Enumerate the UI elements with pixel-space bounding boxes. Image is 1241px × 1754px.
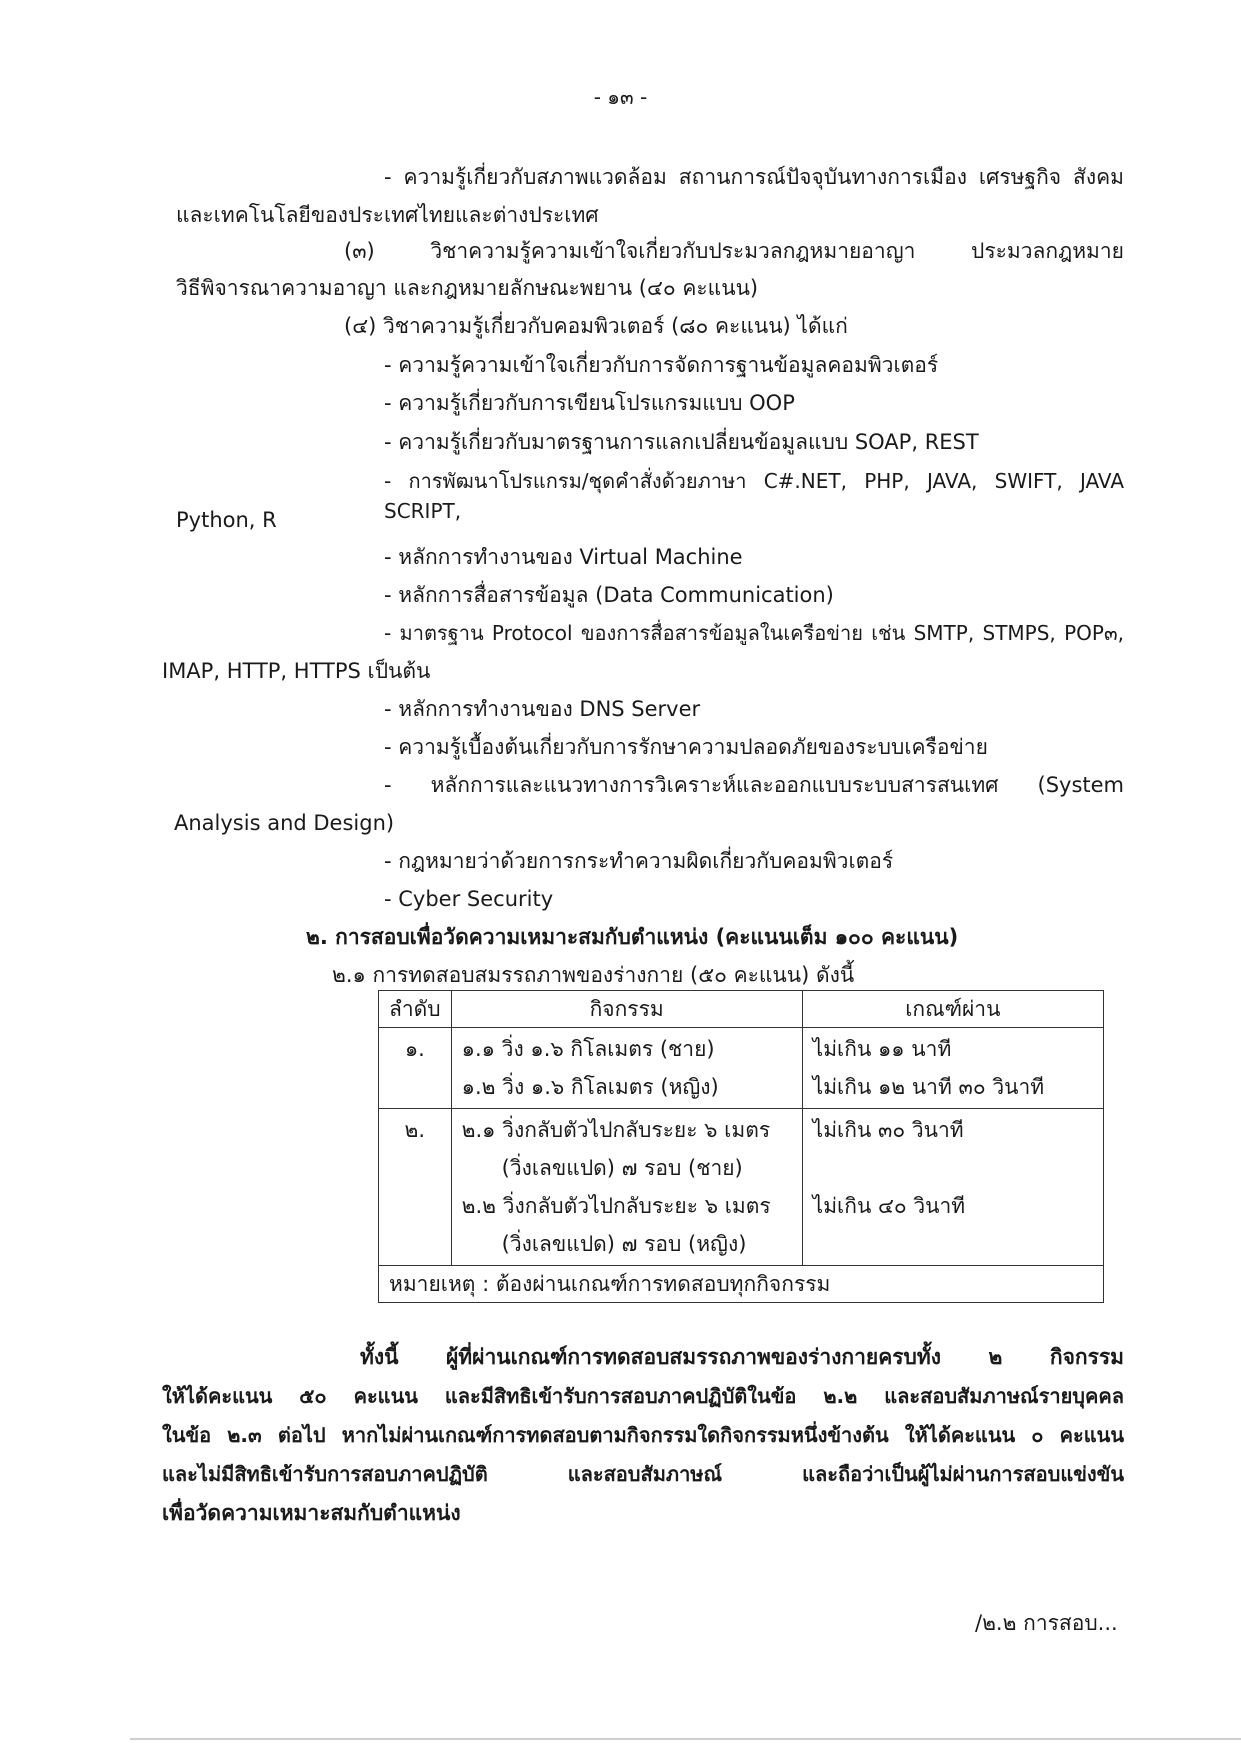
criteria-line: ไม่เกิน ๓๐ วินาที <box>812 1118 964 1142</box>
text-line: - ความรู้ความเข้าใจเกี่ยวกับการจัดการฐานข้อมูลคอมพิวเตอร์ <box>384 353 939 377</box>
table-header: กิจกรรม <box>451 991 802 1028</box>
subsection-heading: ๒.๑ การทดสอบสมรรถภาพของร่างกาย (๕๐ คะแนน) ดังนี้ <box>332 963 855 987</box>
text-line: (๔) วิชาความรู้เกี่ยวกับคอมพิวเตอร์ (๘๐ คะแนน) ได้แก่ <box>344 314 848 338</box>
text-line: Analysis and Design) <box>174 811 395 835</box>
activity-line: (วิ่งเลขแปด) ๗ รอบ (หญิง) <box>501 1232 747 1256</box>
text-line: - ความรู้เกี่ยวกับมาตรฐานการแลกเปลี่ยนข้อมูลแบบ SOAP, REST <box>384 430 979 454</box>
text-line: - กฎหมายว่าด้วยการกระทำความผิดเกี่ยวกับคอมพิวเตอร์ <box>384 849 894 873</box>
continuation-note: /๒.๒ การสอบ... <box>975 1611 1118 1635</box>
activity-line: ๑.๒ วิ่ง ๑.๖ กิโลเมตร (หญิง) <box>461 1075 719 1099</box>
table-cell-activity <box>451 1109 802 1266</box>
paragraph-line: และไม่มีสิทธิเข้ารับการสอบภาคปฏิบัติ และสอบสัมภาษณ์ และถือว่าเป็นผู้ไม่ผ่านการสอบแข่งขัน <box>162 1462 1124 1486</box>
scan-edge <box>130 1738 1241 1740</box>
text-line: - มาตรฐาน Protocol ของการสื่อสารข้อมูลในเครือข่าย เช่น SMTP, STMPS, POP๓, <box>384 621 1124 645</box>
table-cell-no: ๑. <box>379 1028 452 1109</box>
text-line: - ความรู้เบื้องต้นเกี่ยวกับการรักษาความปลอดภัยของระบบเครือข่าย <box>384 735 988 759</box>
text-line: และเทคโนโลยีของประเทศไทยและต่างประเทศ <box>176 203 599 227</box>
page-number: - ๑๓ - <box>593 85 648 109</box>
text-line: Python, R <box>176 508 277 532</box>
activity-line: ๑.๑ วิ่ง ๑.๖ กิโลเมตร (ชาย) <box>461 1037 715 1061</box>
text-line: - การพัฒนาโปรแกรม/ชุดคำสั่งด้วยภาษา C#.NET, PHP, JAVA, SWIFT, JAVA SCRIPT, <box>384 469 1124 523</box>
criteria-line: ไม่เกิน ๔๐ วินาที <box>812 1194 966 1218</box>
text-line: (๓) วิชาความรู้ความเข้าใจเกี่ยวกับประมวลกฎหมายอาญา ประมวลกฎหมาย <box>344 239 1124 263</box>
table-header-row <box>379 991 1104 1028</box>
text-line: - ความรู้เกี่ยวกับสภาพแวดล้อม สถานการณ์ปัจจุบันทางการเมือง เศรษฐกิจ สังคม <box>384 165 1124 189</box>
text-line: - Cyber Security <box>384 887 554 911</box>
activity-line: ๒.๒ วิ่งกลับตัวไปกลับระยะ ๖ เมตร <box>461 1194 771 1218</box>
table-note: หมายเหตุ : ต้องผ่านเกณฑ์การทดสอบทุกกิจกรรม <box>379 1266 1104 1303</box>
text-line: - ความรู้เกี่ยวกับการเขียนโปรแกรมแบบ OOP <box>384 391 795 415</box>
text-line: วิธีพิจารณาความอาญา และกฎหมายลักษณะพยาน (๔๐ คะแนน) <box>176 276 759 300</box>
text-line: - หลักการทำงานของ Virtual Machine <box>384 545 743 569</box>
table-cell-activity <box>451 1028 802 1109</box>
fitness-test-table <box>378 990 1104 1303</box>
paragraph-line: ทั้งนี้ ผู้ที่ผ่านเกณฑ์การทดสอบสมรรถภาพของร่างกายครบทั้ง ๒ กิจกรรม <box>360 1345 1124 1369</box>
text-line: - หลักการทำงานของ DNS Server <box>384 697 701 721</box>
text-line: IMAP, HTTP, HTTPS เป็นต้น <box>162 659 431 683</box>
table-note-row <box>379 1266 1104 1303</box>
paragraph-line: ให้ได้คะแนน ๕๐ คะแนน และมีสิทธิเข้ารับการสอบภาคปฏิบัติในข้อ ๒.๒ และสอบสัมภาษณ์รายบุคคล <box>162 1384 1124 1408</box>
table-header: ลำดับ <box>379 991 452 1028</box>
table-cell-criteria <box>802 1028 1103 1109</box>
table-header: เกณฑ์ผ่าน <box>802 991 1103 1028</box>
criteria-line: ไม่เกิน ๑๑ นาที <box>812 1037 952 1061</box>
paragraph-line: ในข้อ ๒.๓ ต่อไป หากไม่ผ่านเกณฑ์การทดสอบตามกิจกรรมใดกิจกรรมหนึ่งข้างต้น ให้ได้คะแนน ๐ คะแนน <box>162 1423 1124 1447</box>
activity-line: ๒.๑ วิ่งกลับตัวไปกลับระยะ ๖ เมตร <box>461 1118 771 1142</box>
table-cell-criteria <box>802 1109 1103 1266</box>
activity-line: (วิ่งเลขแปด) ๗ รอบ (ชาย) <box>501 1156 743 1180</box>
text-line: - หลักการและแนวทางการวิเคราะห์และออกแบบระบบสารสนเทศ (System <box>384 773 1124 797</box>
table-cell-no: ๒. <box>379 1109 452 1266</box>
section-heading: ๒. การสอบเพื่อวัดความเหมาะสมกับตำแหน่ง (คะแนนเต็ม ๑๐๐ คะแนน) <box>306 925 959 949</box>
text-line: - หลักการสื่อสารข้อมูล (Data Communication) <box>384 583 834 607</box>
table-row <box>379 1109 1104 1266</box>
paragraph-line: เพื่อวัดความเหมาะสมกับตำแหน่ง <box>162 1501 461 1525</box>
table-row <box>379 1028 1104 1109</box>
criteria-line: ไม่เกิน ๑๒ นาที ๓๐ วินาที <box>812 1075 1045 1099</box>
